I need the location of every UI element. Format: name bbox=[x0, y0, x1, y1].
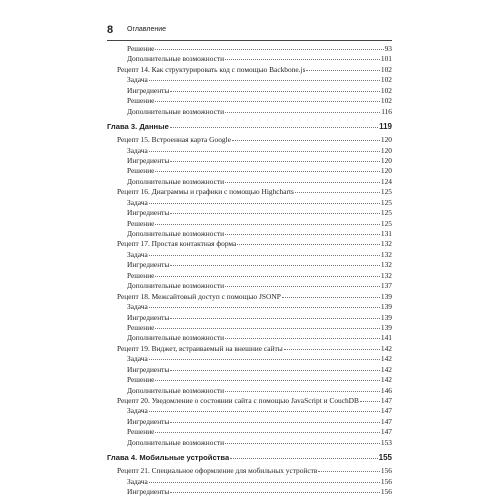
page-number: 8 bbox=[107, 24, 114, 36]
toc-recipe bbox=[107, 344, 392, 354]
toc-section bbox=[107, 302, 392, 312]
toc-entry-page: 125 bbox=[380, 187, 392, 197]
toc-recipe bbox=[107, 292, 392, 302]
toc-entry-label: Рецепт 19. Виджет, встраиваемый на внешние сайты bbox=[117, 343, 283, 353]
toc-entry-label: Ингредиенты bbox=[127, 312, 170, 322]
toc-entry-label: Задача bbox=[127, 354, 148, 364]
toc-entry-label: Решение bbox=[127, 427, 155, 437]
toc-entry-label: Дополнительные возможности bbox=[127, 106, 225, 116]
dot-leader bbox=[155, 101, 379, 102]
toc-entry-page: 120 bbox=[380, 155, 392, 165]
dot-leader bbox=[149, 411, 380, 412]
toc-section bbox=[107, 271, 392, 281]
toc-entry-page: 155 bbox=[378, 453, 392, 463]
dot-leader bbox=[225, 234, 380, 235]
toc-entry-page: 146 bbox=[380, 385, 392, 395]
dot-leader bbox=[155, 276, 379, 277]
toc-section bbox=[107, 54, 392, 64]
toc-entry-label: Решение bbox=[127, 218, 155, 228]
dot-leader bbox=[232, 140, 380, 141]
dot-leader bbox=[170, 370, 380, 371]
toc-entry-label: Дополнительные возможности bbox=[127, 437, 225, 447]
toc-section bbox=[107, 156, 392, 166]
toc-entry-label: Решение bbox=[127, 270, 155, 280]
toc-section bbox=[107, 96, 392, 106]
toc-entry-page: 147 bbox=[380, 396, 392, 405]
toc-entry-page: 142 bbox=[380, 364, 392, 374]
toc-entry-page: 125 bbox=[380, 218, 392, 228]
toc-section bbox=[107, 417, 392, 427]
toc-entry-label: Ингредиенты bbox=[127, 487, 170, 497]
toc-entry-page: 141 bbox=[380, 333, 392, 343]
toc-entry-label: Решение bbox=[127, 96, 155, 106]
toc-entry-label: Рецепт 15. Встроенная карта Google bbox=[117, 135, 231, 145]
dot-leader bbox=[149, 80, 380, 81]
toc-entry-label: Задача bbox=[127, 145, 148, 155]
toc-entry-page: 120 bbox=[380, 166, 392, 176]
toc-entry-page: 142 bbox=[380, 354, 392, 364]
toc-section bbox=[107, 219, 392, 229]
toc-entry-label: Дополнительные возможности bbox=[127, 333, 225, 343]
toc-section bbox=[107, 44, 392, 54]
toc-entry-label: Рецепт 20. Уведомление о состоянии сайта с помощью JavaScript и CouchDB bbox=[117, 396, 359, 405]
toc-entry-page: 139 bbox=[380, 291, 392, 301]
toc-section bbox=[107, 487, 392, 497]
toc-entry-label: Дополнительные возможности bbox=[127, 54, 225, 64]
toc-entry-page: 147 bbox=[380, 406, 392, 416]
toc-entry-page: 139 bbox=[380, 322, 392, 332]
toc-section bbox=[107, 477, 392, 487]
dot-leader bbox=[225, 112, 380, 113]
toc-entry-label: Задача bbox=[127, 197, 148, 207]
dot-leader bbox=[360, 401, 380, 402]
toc-section bbox=[107, 323, 392, 333]
toc-entry-label: Задача bbox=[127, 406, 148, 416]
toc-chapter bbox=[107, 451, 392, 464]
toc-entry-label: Задача bbox=[127, 249, 148, 259]
dot-leader bbox=[225, 391, 380, 392]
dot-leader bbox=[170, 422, 380, 423]
toc-section bbox=[107, 166, 392, 176]
toc-entry-label: Задача bbox=[127, 476, 148, 486]
toc-entry-page: 125 bbox=[380, 208, 392, 218]
toc-section bbox=[107, 250, 392, 260]
dot-leader bbox=[155, 171, 379, 172]
toc-entry-label: Ингредиенты bbox=[127, 155, 170, 165]
page-header bbox=[107, 26, 392, 41]
toc-section bbox=[107, 365, 392, 375]
dot-leader bbox=[149, 255, 380, 256]
dot-leader bbox=[170, 161, 380, 162]
toc-entry-page: 124 bbox=[380, 176, 392, 186]
toc-section bbox=[107, 208, 392, 218]
toc-entry-page: 156 bbox=[380, 466, 392, 476]
toc-entry-page: 147 bbox=[380, 427, 392, 437]
toc-entry-page: 132 bbox=[380, 239, 392, 249]
toc-entry-page: 102 bbox=[380, 75, 392, 85]
dot-leader bbox=[170, 91, 380, 92]
toc-section bbox=[107, 229, 392, 239]
toc-section bbox=[107, 427, 392, 437]
toc-entry-label: Задача bbox=[127, 302, 148, 312]
dot-leader bbox=[170, 492, 380, 493]
toc-section bbox=[107, 260, 392, 270]
dot-leader bbox=[225, 182, 380, 183]
table-of-contents bbox=[107, 44, 392, 498]
toc-recipe bbox=[107, 396, 392, 406]
toc-section bbox=[107, 406, 392, 416]
toc-section bbox=[107, 198, 392, 208]
toc-section bbox=[107, 333, 392, 343]
toc-entry-page: 131 bbox=[380, 229, 392, 238]
dot-leader bbox=[155, 49, 383, 50]
toc-entry-label: Решение bbox=[127, 166, 155, 176]
toc-entry-page: 102 bbox=[380, 64, 392, 74]
dot-leader bbox=[284, 349, 380, 350]
toc-section bbox=[107, 86, 392, 96]
toc-entry-label: Ингредиенты bbox=[127, 208, 170, 218]
dot-leader bbox=[170, 213, 380, 214]
toc-entry-label: Задача bbox=[127, 75, 148, 85]
toc-entry-page: 101 bbox=[380, 54, 392, 64]
toc-entry-label: Решение bbox=[127, 375, 155, 385]
dot-leader bbox=[230, 458, 377, 459]
toc-entry-label: Рецепт 16. Диаграммы и графики с помощью Highcharts bbox=[117, 187, 294, 197]
toc-entry-page: 120 bbox=[380, 145, 392, 155]
toc-entry-label: Решение bbox=[127, 322, 155, 332]
toc-entry-page: 120 bbox=[380, 135, 392, 145]
toc-entry-page: 132 bbox=[380, 249, 392, 259]
toc-section bbox=[107, 281, 392, 291]
toc-entry-label: Ингредиенты bbox=[127, 260, 170, 270]
dot-leader bbox=[155, 224, 379, 225]
dot-leader bbox=[149, 359, 380, 360]
toc-recipe bbox=[107, 466, 392, 476]
toc-entry-page: 153 bbox=[380, 437, 392, 447]
dot-leader bbox=[225, 286, 380, 287]
dot-leader bbox=[225, 338, 380, 339]
toc-entry-page: 139 bbox=[380, 302, 392, 312]
dot-leader bbox=[170, 265, 380, 266]
dot-leader bbox=[170, 127, 378, 128]
toc-section bbox=[107, 386, 392, 396]
toc-entry-label: Дополнительные возможности bbox=[127, 176, 225, 186]
toc-chapter bbox=[107, 120, 392, 133]
toc-entry-label: Ингредиенты bbox=[127, 85, 170, 95]
toc-entry-page: 142 bbox=[380, 343, 392, 353]
toc-entry-page: 132 bbox=[380, 260, 392, 270]
toc-entry-label: Рецепт 18. Межсайтовый доступ с помощью JSONP bbox=[117, 291, 281, 301]
toc-recipe bbox=[107, 65, 392, 75]
dot-leader bbox=[282, 297, 380, 298]
toc-recipe bbox=[107, 135, 392, 145]
toc-section bbox=[107, 313, 392, 323]
dot-leader bbox=[170, 318, 380, 319]
dot-leader bbox=[149, 151, 380, 152]
dot-leader bbox=[295, 192, 380, 193]
dot-leader bbox=[237, 244, 380, 245]
toc-section bbox=[107, 438, 392, 448]
toc-recipe bbox=[107, 239, 392, 249]
toc-section bbox=[107, 146, 392, 156]
dot-leader bbox=[149, 203, 380, 204]
toc-entry-page: 147 bbox=[380, 416, 392, 426]
dot-leader bbox=[318, 471, 380, 472]
toc-entry-label: Ингредиенты bbox=[127, 416, 170, 426]
toc-entry-page: 132 bbox=[380, 270, 392, 280]
toc-entry-label: Рецепт 14. Как структурировать код с помощью Backbone.js bbox=[117, 64, 306, 74]
toc-entry-label: Решение bbox=[127, 44, 155, 53]
toc-section bbox=[107, 375, 392, 385]
toc-section bbox=[107, 354, 392, 364]
dot-leader bbox=[225, 59, 380, 60]
dot-leader bbox=[155, 432, 379, 433]
toc-entry-page: 116 bbox=[381, 106, 392, 116]
toc-entry-label: Дополнительные возможности bbox=[127, 385, 225, 395]
toc-entry-page: 93 bbox=[384, 44, 392, 53]
dot-leader bbox=[155, 380, 379, 381]
toc-entry-page: 137 bbox=[380, 281, 392, 291]
toc-entry-label: Рецепт 17. Простая контактная форма bbox=[117, 239, 237, 249]
toc-entry-page: 142 bbox=[380, 375, 392, 385]
dot-leader bbox=[149, 307, 380, 308]
toc-entry-label: Глава 4. Мобильные устройства bbox=[107, 453, 230, 463]
toc-entry-label: Рецепт 21. Специальное оформление для мобильных устройств bbox=[117, 466, 318, 476]
toc-entry-label: Ингредиенты bbox=[127, 364, 170, 374]
dot-leader bbox=[306, 70, 379, 71]
toc-entry-page: 125 bbox=[380, 197, 392, 207]
dot-leader bbox=[225, 443, 380, 444]
toc-recipe bbox=[107, 187, 392, 197]
toc-entry-page: 139 bbox=[380, 312, 392, 322]
toc-section bbox=[107, 177, 392, 187]
toc-entry-page: 156 bbox=[380, 476, 392, 486]
toc-entry-page: 102 bbox=[380, 96, 392, 106]
toc-entry-label: Дополнительные возможности bbox=[127, 229, 225, 238]
dot-leader bbox=[155, 328, 379, 329]
dot-leader bbox=[149, 482, 380, 483]
toc-entry-page: 102 bbox=[380, 85, 392, 95]
toc-section bbox=[107, 107, 392, 117]
toc-entry-page: 119 bbox=[379, 122, 392, 132]
toc-entry-label: Глава 3. Данные bbox=[107, 122, 169, 132]
toc-entry-page: 156 bbox=[380, 487, 392, 497]
toc-section bbox=[107, 75, 392, 85]
running-title: Оглавление bbox=[127, 26, 167, 33]
toc-entry-label: Дополнительные возможности bbox=[127, 281, 225, 291]
